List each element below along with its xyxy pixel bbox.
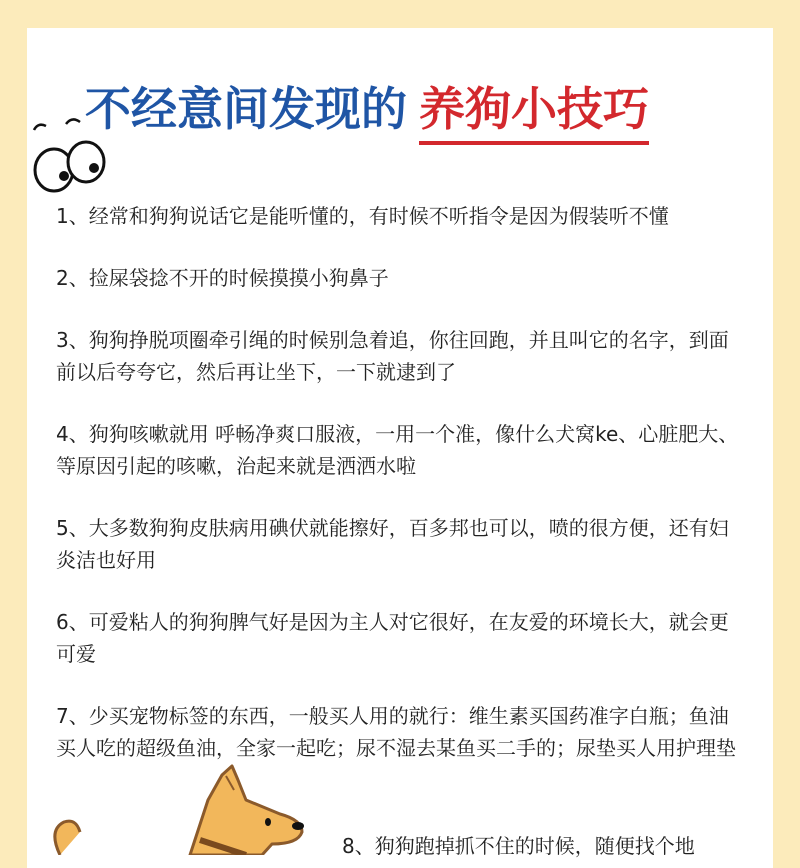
title-part-red-underlined: 养狗小技巧 xyxy=(419,73,649,139)
tip-item-2: 2、捡屎袋捻不开的时候摸摸小狗鼻子 xyxy=(56,266,389,290)
tip-item-4: 4、狗狗咳嗽就用 呼畅净爽口服液，一用一个准，像什么犬窝ke、心脏肥大、等原因引起的咳嗽，治起来就是洒洒水啦 xyxy=(56,422,739,478)
tip-item-3: 3、狗狗挣脱项圈牵引绳的时候别急着追，你往回跑，并且叫它的名字，到面前以后夸夸它，然后再让坐下，一下就逮到了 xyxy=(56,328,729,384)
tip-item-6: 6、可爱粘人的狗狗脾气好是因为主人对它很好，在友爱的环境长大，就会更可爱 xyxy=(56,610,729,666)
cartoon-dog-icon xyxy=(40,760,340,855)
page-title xyxy=(85,74,649,138)
tip-item-5: 5、大多数狗狗皮肤病用碘伏就能擦好，百多邦也可以，喷的很方便，还有妇炎洁也好用 xyxy=(56,516,729,572)
title-part-blue: 不经意间发现的 xyxy=(85,82,407,136)
tip-item-1: 1、经常和狗狗说话它是能听懂的，有时候不听指令是因为假装听不懂 xyxy=(56,204,669,228)
cartoon-eyes-icon xyxy=(28,110,108,196)
tip-item-8: 8、狗狗跑掉抓不住的时候，随便找个地 xyxy=(342,834,695,858)
tip-item-7: 7、少买宠物标签的东西，一般买人用的就行：维生素买国药准字白瓶；鱼油买人吃的超级鱼油，全家一起吃；尿不湿去某鱼买二手的；尿垫买人用护理垫 xyxy=(56,704,736,760)
tips-list xyxy=(56,200,746,794)
